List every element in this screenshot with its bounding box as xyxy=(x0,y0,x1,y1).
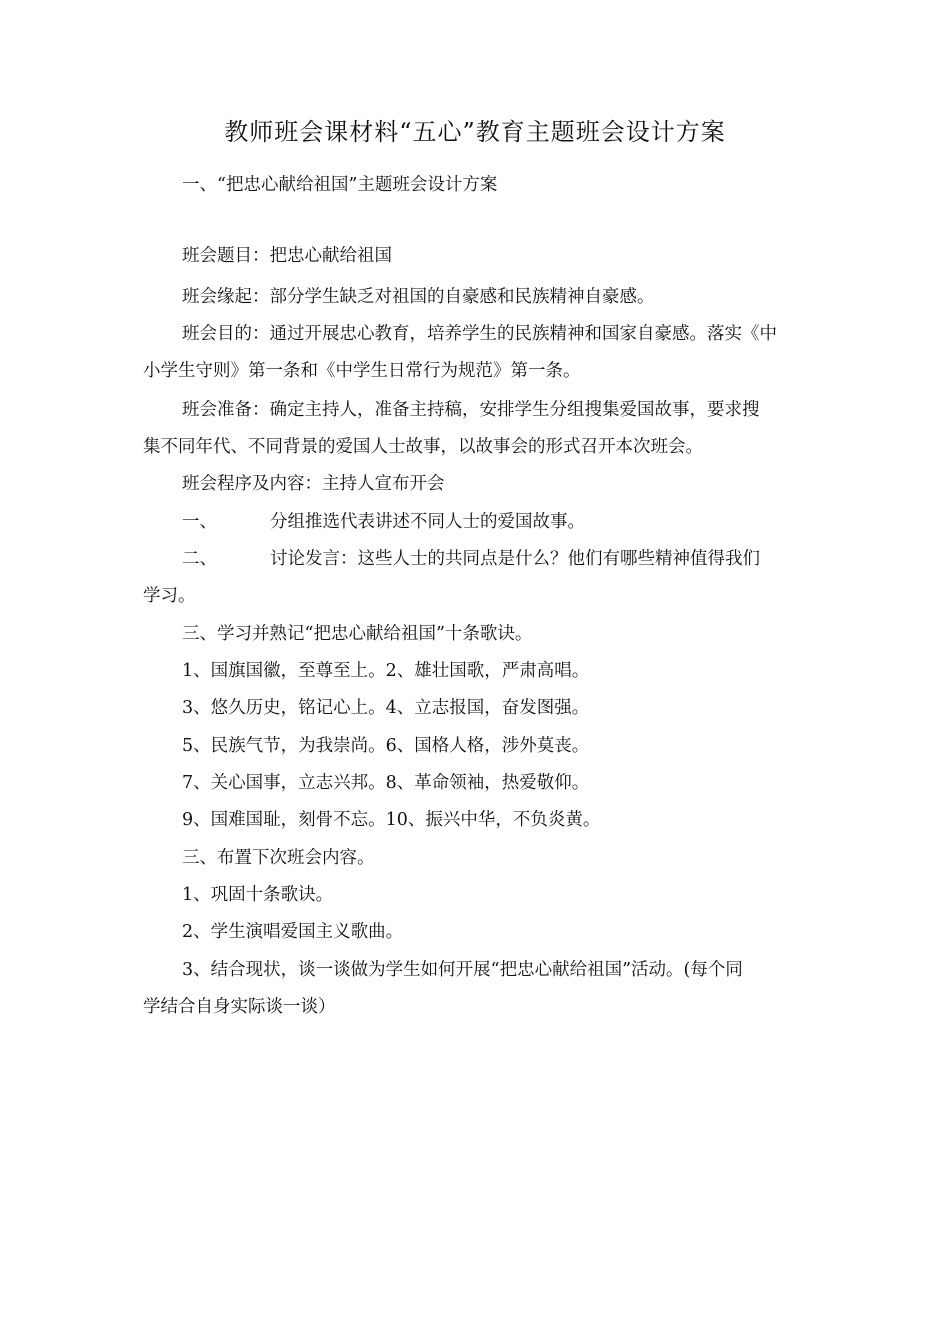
next-item-3-line-2: 学结合自身实际谈一谈） xyxy=(143,997,336,1017)
step-2-text: 讨论发言：这些人士的共同点是什么？他们有哪些精神值得我们 xyxy=(270,549,760,569)
verse-line-3: 5、民族气节，为我崇尚。6、国格人格，涉外莫丧。 xyxy=(182,736,590,756)
step-1-text: 分组推选代表讲述不同人士的爱国故事。 xyxy=(270,512,585,532)
next-item-2: 2、学生演唱爱国主义歌曲。 xyxy=(182,922,404,942)
next-item-3-line-1: 3、结合现状，谈一谈做为学生如何开展“把忠心献给祖国”活动。(每个同 xyxy=(182,960,743,980)
verse-line-4: 7、关心国事，立志兴邦。8、革命领袖，热爱敬仰。 xyxy=(182,773,590,793)
section-heading: 一、“把忠心献给祖国”主题班会设计方案 xyxy=(182,175,498,195)
verse-line-2: 3、悠久历史，铭记心上。4、立志报国，奋发图强。 xyxy=(182,698,590,718)
document-title: 教师班会课材料“五心”教育主题班会设计方案 xyxy=(224,118,726,146)
verse-line-1: 1、国旗国徽，至尊至上。2、雄壮国歌，严肃高唱。 xyxy=(182,661,590,681)
step-1-ordinal: 一、 xyxy=(182,512,217,532)
verse-line-5: 9、国难国耻，刻骨不忘。10、振兴中华，不负炎黄。 xyxy=(182,810,601,830)
origin-line: 班会缘起：部分学生缺乏对祖国的自豪感和民族精神自豪感。 xyxy=(182,287,655,307)
purpose-line-2: 小学生守则》第一条和《中学生日常行为规范》第一条。 xyxy=(143,361,581,381)
prep-line-1: 班会准备：确定主持人，准备主持稿，安排学生分组搜集爱国故事，要求搜 xyxy=(182,400,760,420)
next-item-1: 1、巩固十条歌诀。 xyxy=(182,885,334,905)
step-2-ordinal: 二、 xyxy=(182,549,217,569)
step-1 xyxy=(182,509,585,535)
topic-line: 班会题目：把忠心献给祖国 xyxy=(182,246,392,266)
procedure-line: 班会程序及内容：主持人宣布开会 xyxy=(182,474,445,494)
purpose-line-1: 班会目的：通过开展忠心教育，培养学生的民族精神和国家自豪感。落实《中 xyxy=(182,324,777,344)
step-2-continued: 学习。 xyxy=(143,586,196,606)
prep-line-2: 集不同年代、不同背景的爱国人士故事，以故事会的形式召开本次班会。 xyxy=(143,437,703,457)
step-2 xyxy=(182,546,760,572)
next-heading: 三、布置下次班会内容。 xyxy=(182,848,375,868)
step-3: 三、学习并熟记“把忠心献给祖国”十条歌诀。 xyxy=(182,624,533,644)
